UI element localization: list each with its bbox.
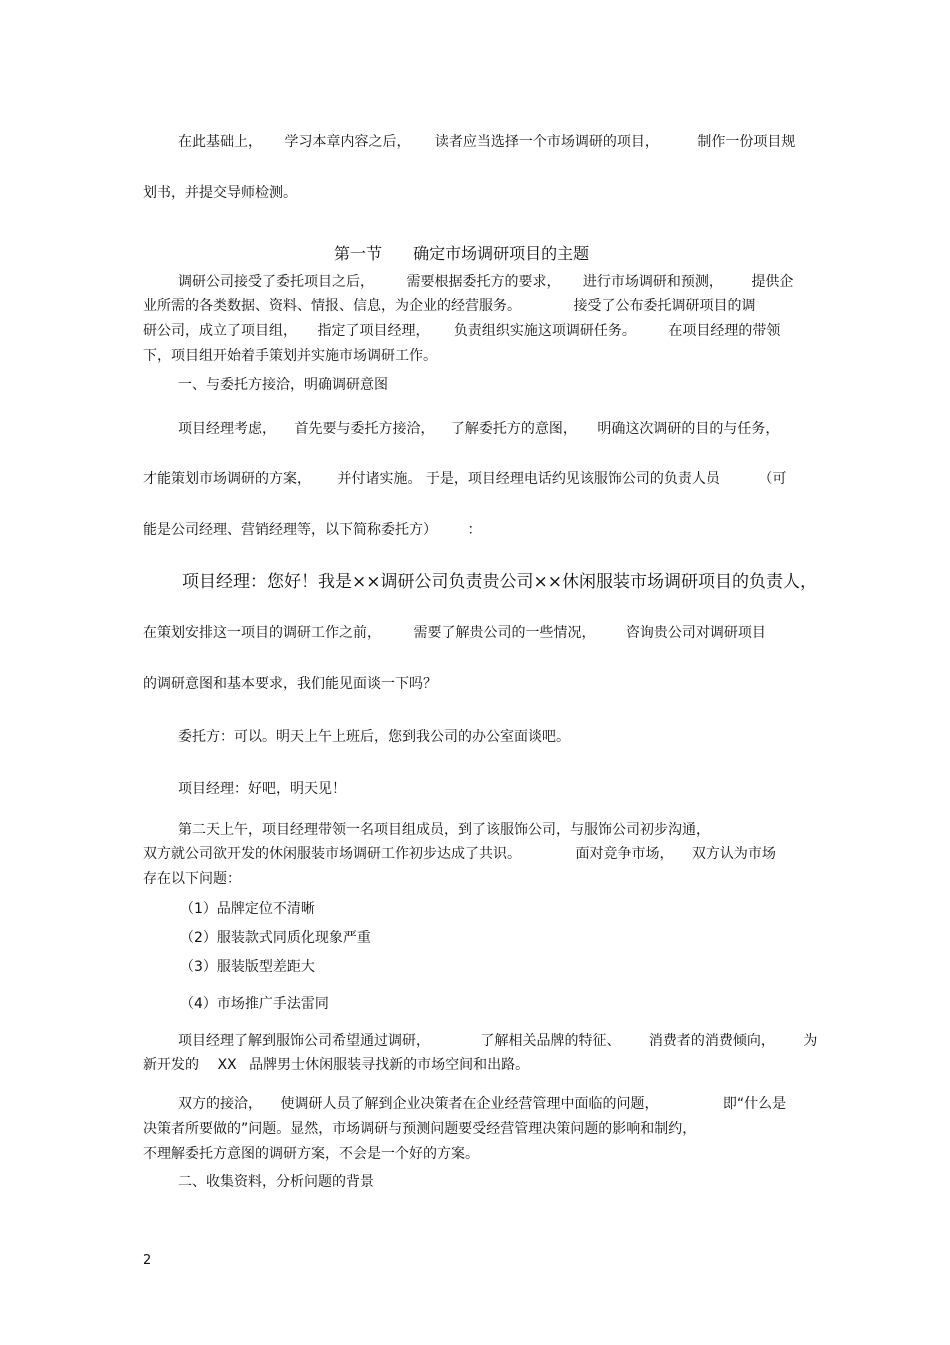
para4-line-2 <box>143 1056 529 1074</box>
list-item: （1）品牌定位不清晰 <box>180 901 315 917</box>
text-run: 双方认为市场 <box>691 846 776 862</box>
text-run: XX <box>217 1057 237 1073</box>
para1-line-4: 下，项目组开始着手策划并实施市场调研工作。 <box>143 348 437 364</box>
dialog-manager-line-1: 项目经理：您好！我是××调研公司负责贵公司××休闲服装市场调研项目的负责人， <box>182 572 817 592</box>
text-run: 才能策划市场调研的方案， <box>143 471 311 487</box>
list-item: （2）服装款式同质化现象严重 <box>180 930 371 946</box>
dialog-manager-line-3: 的调研意图和基本要求，我们能见面谈一下吗？ <box>143 676 437 692</box>
text-run: 在项目经理的带领 <box>668 323 781 339</box>
para3-line-1: 第二天上午，项目经理带领一名项目组成员，到了该服饰公司，与服饰公司初步沟通， <box>178 822 710 838</box>
para2-line-3 <box>143 521 481 539</box>
text-run: 新开发的 <box>143 1057 199 1073</box>
para1-line-2 <box>143 297 755 315</box>
text-run: 读者应当选择一个市场调研的项目， <box>434 134 659 150</box>
page-number: 2 <box>143 1253 152 1268</box>
text-run: 学习本章内容之后， <box>284 134 411 150</box>
para5-line-1 <box>178 1095 786 1113</box>
list-item: （3）服装版型差距大 <box>180 959 315 975</box>
text-run: 项目经理了解到服饰公司希望通过调研， <box>178 1033 430 1049</box>
para3-line-3: 存在以下问题： <box>143 871 241 887</box>
text-run: 项目经理考虑， <box>178 421 276 437</box>
section-number: 第一节 <box>334 244 383 263</box>
text-run: 为 <box>803 1033 818 1049</box>
text-run: 需要根据委托方的要求， <box>406 274 561 290</box>
para2-line-2 <box>143 470 786 488</box>
dialog-client: 委托方：可以。明天上午上班后，您到我公司的办公室面谈吧。 <box>178 729 570 745</box>
text-run: （可 <box>758 471 787 487</box>
text-run: 调研公司接受了委托项目之后， <box>178 274 374 290</box>
text-run: 明确这次调研的目的与任务， <box>597 421 780 437</box>
text-run: 研公司，成立了项目组， <box>143 323 297 339</box>
para1-line-1 <box>178 273 793 291</box>
text-run: 制作一份项目规 <box>697 134 796 150</box>
para1-line-3 <box>143 322 780 340</box>
text-run: 指定了项目经理， <box>317 323 430 339</box>
para2-line-1 <box>178 420 779 438</box>
text-run: 负责组织实施这项调研任务。 <box>453 323 636 339</box>
dialog-manager-line-2 <box>143 624 766 642</box>
para4-line-1 <box>178 1032 817 1050</box>
text-run: ： <box>467 522 482 538</box>
section-title <box>334 245 589 263</box>
text-run: 咨询贵公司对调研项目 <box>625 625 766 641</box>
text-run: 双方的接洽， <box>178 1096 262 1112</box>
text-run: 接受了公布委托调研项目的调 <box>573 298 756 314</box>
text-run: 使调研人员了解到企业决策者在企业经营管理中面临的问题， <box>280 1096 659 1112</box>
text-run: 进行市场调研和预测， <box>582 274 723 290</box>
text-run: 提供企 <box>751 274 794 290</box>
para5-line-3: 不理解委托方意图的调研方案，不会是一个好的方案。 <box>143 1146 479 1162</box>
text-run: 双方就公司欲开发的休闲服装市场调研工作初步达成了共识。 <box>143 846 521 862</box>
text-run: 了解委托方的意图， <box>450 421 577 437</box>
text-run: 了解相关品牌的特征、 <box>480 1033 621 1049</box>
section-name: 确定市场调研项目的主题 <box>413 244 590 263</box>
text-run: 品牌男士休闲服装寻找新的市场空间和出路。 <box>249 1057 530 1073</box>
intro-line-2: 划书，并提交导师检测。 <box>143 185 297 201</box>
para3-line-2 <box>143 845 776 863</box>
text-run: 在策划安排这一项目的调研工作之前， <box>143 625 381 641</box>
list-item: （4）市场推广手法雷同 <box>180 996 329 1012</box>
text-run: 面对竞争市场， <box>575 846 674 862</box>
dialog-manager-reply: 项目经理：好吧，明天见！ <box>178 781 346 797</box>
heading-1: 一、与委托方接洽，明确调研意图 <box>178 377 388 393</box>
text-run: 即“什么是 <box>722 1096 787 1112</box>
text-run: 业所需的各类数据、资料、情报、信息，为企业的经营服务。 <box>143 298 521 314</box>
text-run: 并付诸实施。 于是，项目经理电话约见该服饰公司的负责人员 <box>337 471 720 487</box>
text-run: 需要了解贵公司的一些情况， <box>413 625 596 641</box>
intro-line-1 <box>178 133 795 151</box>
text-run: 能是公司经理、营销经理等，以下简称委托方） <box>143 522 437 538</box>
heading-2: 二、收集资料，分析问题的背景 <box>178 1174 374 1190</box>
text-run: 首先要与委托方接洽， <box>294 421 435 437</box>
text-run: 消费者的消费倾向， <box>648 1033 775 1049</box>
para5-line-2: 决策者所要做的”问题。显然，市场调研与预测问题要受经营管理决策问题的影响和制约， <box>143 1121 697 1137</box>
text-run: 在此基础上， <box>178 134 262 150</box>
